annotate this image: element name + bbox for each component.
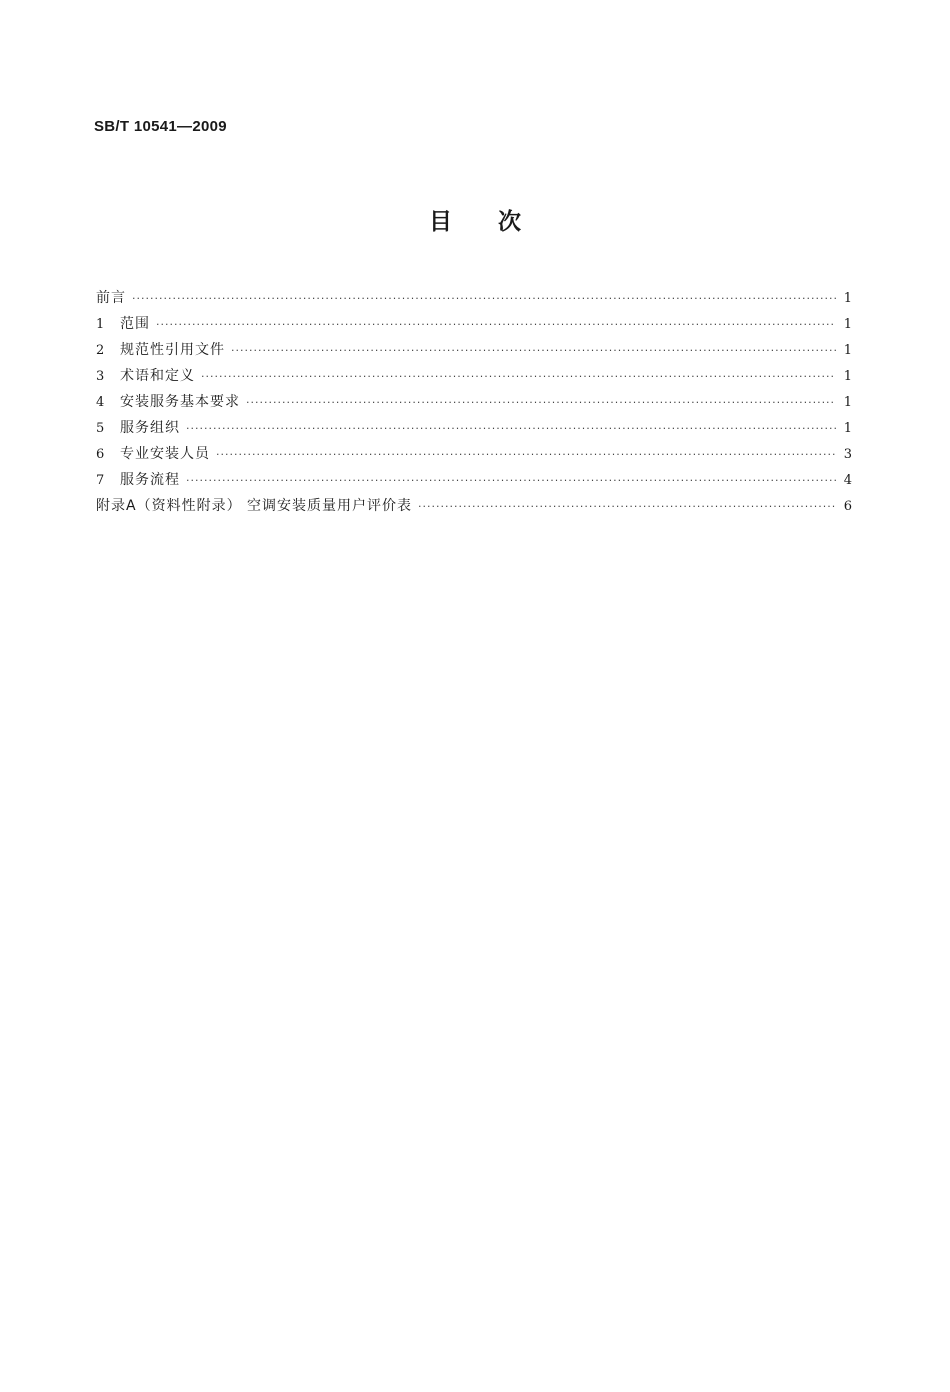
toc-entry-basic-requirements[interactable] — [96, 389, 852, 415]
toc-section-number: 7 — [96, 473, 105, 488]
document-code: SB/T 10541—2009 — [94, 118, 227, 135]
toc-page-number: 3 — [843, 447, 852, 462]
toc-entry-label: 服务组织 — [120, 420, 180, 436]
toc-page-number: 1 — [843, 291, 852, 306]
toc-entry-label: 专业安装人员 — [120, 446, 210, 462]
toc-entry-foreword[interactable] — [96, 285, 852, 311]
toc-page-number: 4 — [843, 473, 852, 488]
toc-entry-scope[interactable] — [96, 311, 852, 337]
toc-entry-label: 服务流程 — [120, 472, 180, 488]
toc-section-number: 2 — [96, 343, 105, 358]
table-of-contents — [96, 285, 852, 519]
toc-entry-label: 范围 — [120, 316, 150, 332]
toc-page-number: 1 — [843, 421, 852, 436]
toc-leader-dots — [186, 468, 836, 494]
toc-entry-label: 术语和定义 — [120, 368, 195, 384]
page-title: 目次 — [429, 209, 567, 235]
toc-section-number: 5 — [96, 421, 105, 436]
toc-entry-appendix-a[interactable] — [96, 493, 852, 519]
toc-page-number: 6 — [843, 499, 852, 514]
toc-page-number: 1 — [843, 317, 852, 332]
toc-entry-label: 附录A（资料性附录） 空调安装质量用户评价表 — [96, 498, 413, 514]
toc-entry-label: 规范性引用文件 — [120, 342, 225, 358]
toc-page-number: 1 — [843, 343, 852, 358]
toc-entry-terms-definitions[interactable] — [96, 363, 852, 389]
toc-entry-service-organization[interactable] — [96, 415, 852, 441]
toc-entry-service-process[interactable] — [96, 467, 852, 493]
toc-leader-dots — [231, 338, 836, 364]
toc-section-number: 4 — [96, 395, 105, 410]
toc-entry-label: 安装服务基本要求 — [120, 394, 240, 410]
toc-page-number: 1 — [843, 369, 852, 384]
toc-leader-dots — [216, 442, 836, 468]
toc-leader-dots — [156, 312, 836, 338]
toc-entry-label: 前言 — [96, 290, 126, 306]
toc-leader-dots — [418, 494, 836, 520]
toc-leader-dots — [132, 286, 836, 312]
toc-section-number: 6 — [96, 447, 105, 462]
toc-entry-installation-personnel[interactable] — [96, 441, 852, 467]
toc-leader-dots — [186, 416, 836, 442]
toc-leader-dots — [246, 390, 836, 416]
toc-page-number: 1 — [843, 395, 852, 410]
toc-leader-dots — [201, 364, 836, 390]
toc-section-number: 1 — [96, 317, 105, 332]
toc-section-number: 3 — [96, 369, 105, 384]
toc-entry-normative-references[interactable] — [96, 337, 852, 363]
